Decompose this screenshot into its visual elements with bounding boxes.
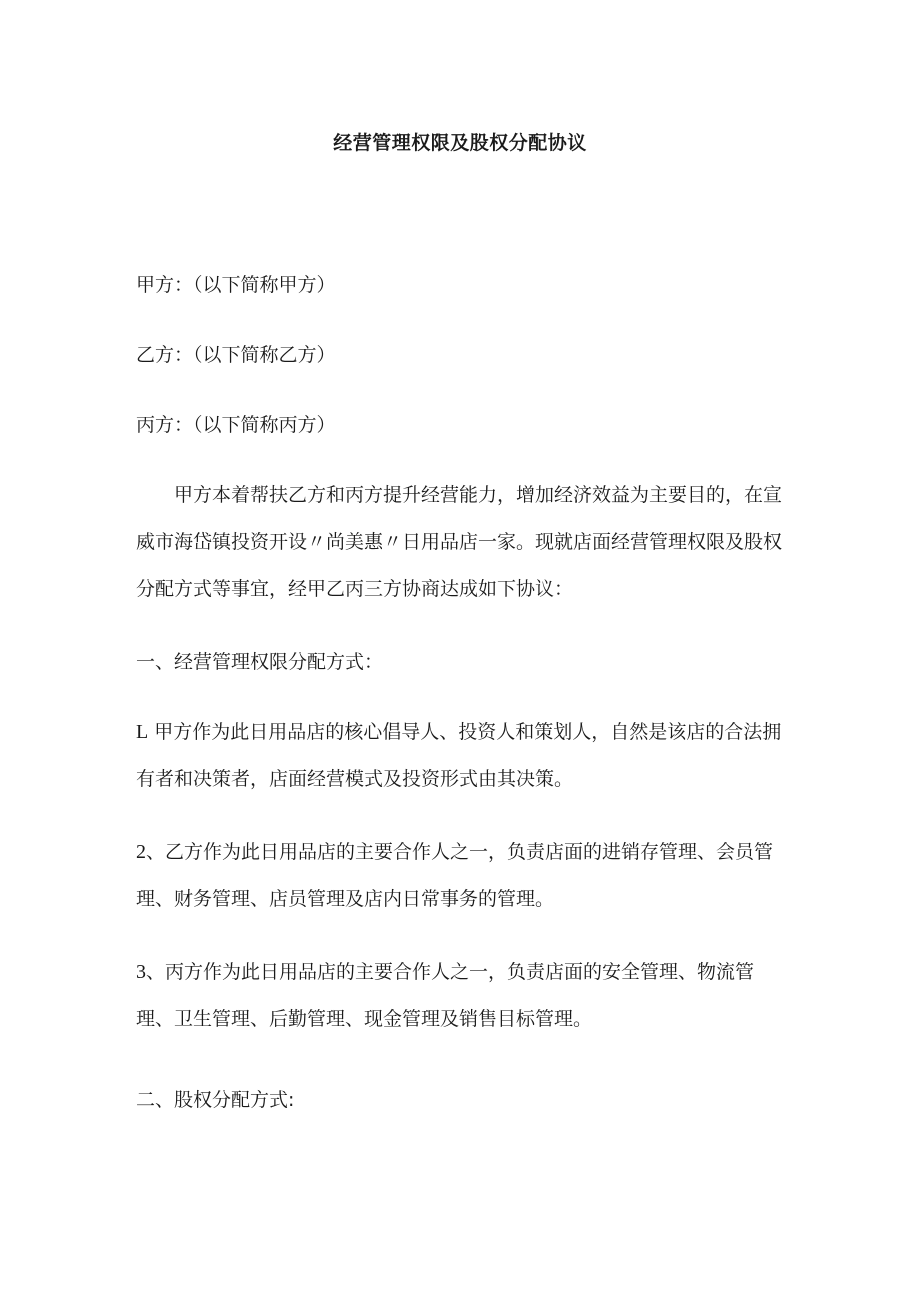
clause-2-number: 2 xyxy=(136,841,146,863)
clause-2-text: 、乙方作为此日用品店的主要合作人之一，负责店面的进销存管理、会员管理、财务管理、店员管理及店内日常事务的管理。 xyxy=(136,841,774,910)
clause-1-number: L xyxy=(136,721,149,743)
section-1-heading: 一、经营管理权限分配方式： xyxy=(136,651,384,673)
party-a-line: 甲方：（以下简称甲方） xyxy=(136,274,336,296)
clause-3 xyxy=(136,949,788,1043)
party-b-line: 乙方：（以下简称乙方） xyxy=(136,344,336,366)
clause-2 xyxy=(136,829,788,923)
clause-3-number: 3 xyxy=(136,961,146,983)
document-title: 经营管理权限及股权分配协议 xyxy=(333,132,587,154)
party-c-line: 丙方：（以下简称丙方） xyxy=(136,414,336,436)
clause-3-text: 、丙方作为此日用品店的主要合作人之一，负责店面的安全管理、物流管理、卫生管理、后勤管理、现金管理及销售目标管理。 xyxy=(136,961,755,1030)
preamble-paragraph: 甲方本着帮扶乙方和丙方提升经营能力，增加经济效益为主要目的，在宣威市海岱镇投资开设〃尚美惠〃日用品店一家。现就店面经营管理权限及股权分配方式等事宜，经甲乙丙三方协商达成如下协议： xyxy=(136,484,783,600)
clause-1-text: 甲方作为此日用品店的核心倡导人、投资人和策划人，自然是该店的合法拥有者和决策者，店面经营模式及投资形式由其决策。 xyxy=(136,721,782,790)
section-2-heading: 二、股权分配方式: xyxy=(136,1089,295,1111)
clause-1 xyxy=(136,709,788,803)
